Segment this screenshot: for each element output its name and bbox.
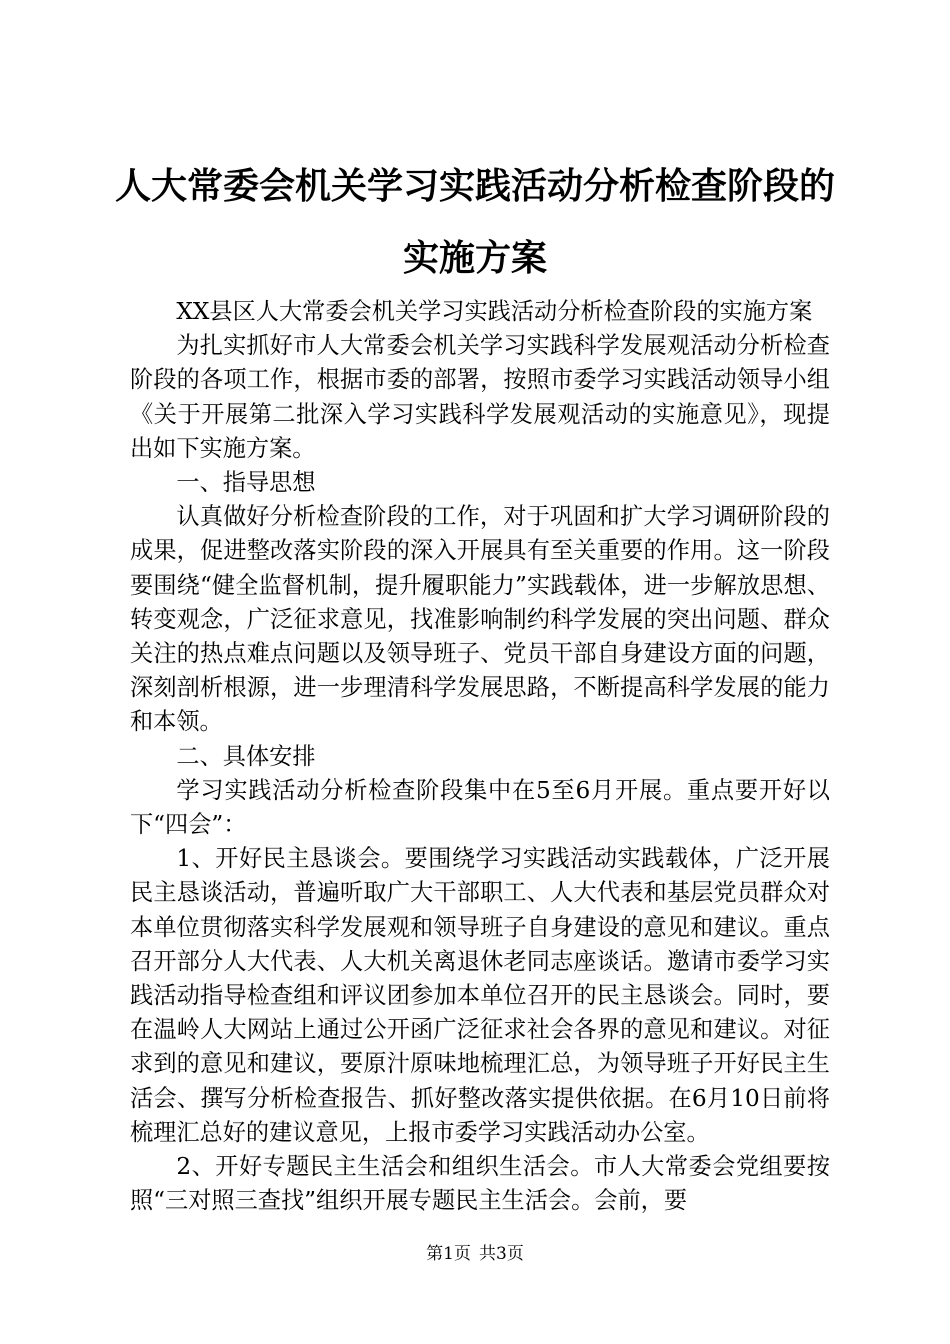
page-total: 共3页 (479, 1244, 524, 1264)
page-number: 第1页 (426, 1244, 471, 1264)
page-footer (0, 1243, 950, 1265)
document-body (130, 295, 830, 1218)
paragraph-arrangements: 学习实践活动分析检查阶段集中在5至6月开展。重点要开好以下“四会”： (130, 776, 830, 839)
paragraph-item-1: 1、开好民主恳谈会。要围绕学习实践活动实践载体，广泛开展民主恳谈活动，普遍听取广大干部职工、人大代表和基层党员群众对本单位贯彻落实科学发展观和领导班子自身建设的意见和建议。重点召开部分人大代表、人大机关离退休老同志座谈话。邀请市委学习实践活动指导检查组和评议团参加本单位召开的民主恳谈会。同时，要在温岭人大网站上通过公开函广泛征求社会各界的意见和建议。对征求到的意见和建议，要原汁原味地梳理汇总，为领导班子开好民主生活会、撰写分析检查报告、抓好整改落实提供依据。在6月10日前将梳理汇总好的建议意见，上报市委学习实践活动办公室。 (130, 845, 830, 1146)
paragraph-intro: 为扎实抓好市人大常委会机关学习实践科学发展观活动分析检查阶段的各项工作，根据市委的部署，按照市委学习实践活动领导小组《关于开展第二批深入学习实践科学发展观活动的实施意见》，现提出如下实施方案。 (130, 332, 830, 462)
paragraph-item-2: 2、开好专题民主生活会和组织生活会。市人大常委会党组要按照“三对照三查找”组织开展专题民主生活会。会前，要 (130, 1153, 830, 1215)
paragraph-guiding-thought: 认真做好分析检查阶段的工作，对于巩固和扩大学习调研阶段的成果，促进整改落实阶段的深入开展具有至关重要的作用。这一阶段要围绕“健全监督机制，提升履职能力”实践载体，进一步解放思想、转变观念，广泛征求意见，找准影响制约科学发展的突出问题、群众关注的热点难点问题以及领导班子、党员干部自身建设方面的问题，深刻剖析根源，进一步理清科学发展思路，不断提高科学发展的能力和本领。 (130, 503, 830, 736)
paragraph-subtitle: XX县区人大常委会机关学习实践活动分析检查阶段的实施方案 (176, 298, 813, 325)
heading-arrangements: 二、具体安排 (176, 742, 316, 770)
document-title: 人大常委会机关学习实践活动分析检查阶段的实施方案 (114, 165, 835, 279)
heading-guiding-thought: 一、指导思想 (176, 469, 316, 497)
